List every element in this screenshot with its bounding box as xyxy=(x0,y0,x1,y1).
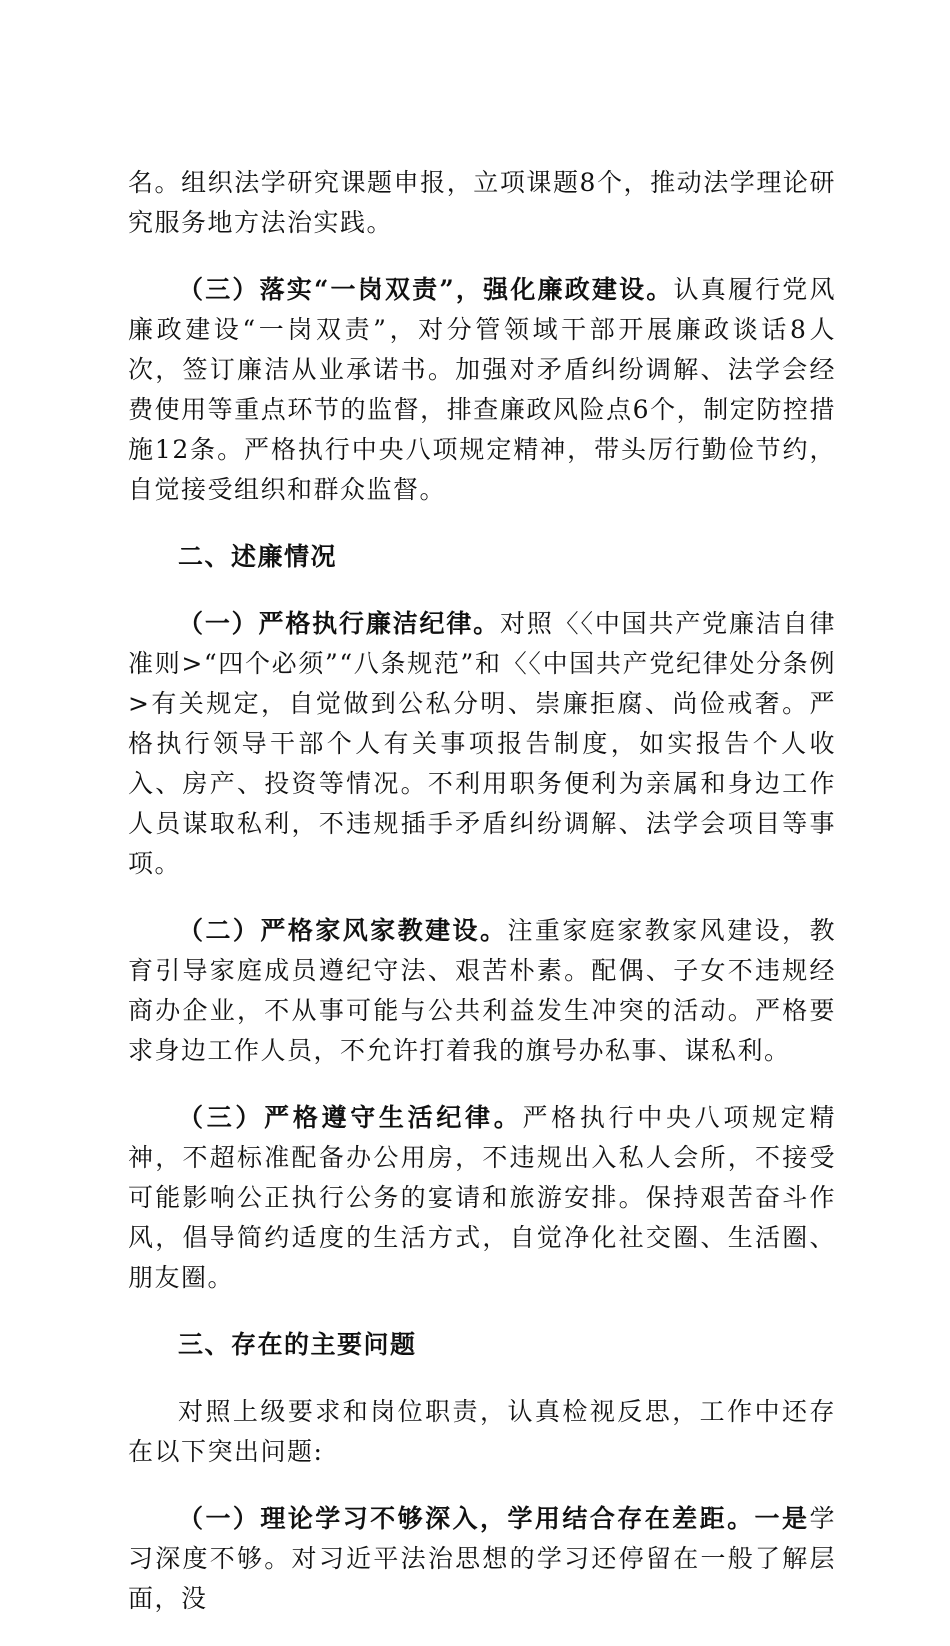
section-heading-2: 二、述廉情况 xyxy=(178,542,338,571)
paragraph-continuation xyxy=(128,163,836,243)
document-body xyxy=(128,163,836,1646)
paragraph-family-education-title: （二）严格家风家教建设。 xyxy=(178,916,508,945)
paragraph-theory-study xyxy=(128,1499,836,1619)
paragraph-theory-study-first: 一是 xyxy=(754,1504,810,1533)
section-heading-3: 三、存在的主要问题 xyxy=(178,1330,417,1359)
paragraph-lianzheng-construction xyxy=(128,270,836,510)
paragraph-clean-discipline-title: （一）严格执行廉洁纪律。 xyxy=(178,609,500,638)
paragraph-clean-discipline xyxy=(128,604,836,884)
paragraph-continuation-text: 名。组织法学研究课题申报，立项课题8个，推动法学理论研究服务地方法治实践。 xyxy=(128,168,836,237)
paragraph-life-discipline xyxy=(128,1098,836,1298)
paragraph-problems-intro xyxy=(128,1392,836,1472)
paragraph-lianzheng-text: 认真履行党风廉政建设“一岗双责”，对分管领域干部开展廉政谈话8人次，签订廉洁从业承诺书。加强对矛盾纠纷调解、法学会经费使用等重点环节的监督，排查廉政风险点6个，制定防控措施12条。严格执行中央八项规定精神，带头厉行勤俭节约，自觉接受组织和群众监督。 xyxy=(128,275,836,504)
paragraph-family-education xyxy=(128,911,836,1071)
paragraph-life-discipline-title: （三）严格遵守生活纪律。 xyxy=(178,1103,523,1132)
paragraph-lianzheng-title: （三）落实“一岗双责”，强化廉政建设。 xyxy=(178,275,674,304)
paragraph-theory-study-title: （一）理论学习不够深入，学用结合存在差距。 xyxy=(178,1504,755,1533)
paragraph-theory-study-text: 学习深度不够。对习近平法治思想的学习还停留在一般了解层面，没 xyxy=(128,1504,836,1613)
paragraph-clean-discipline-text: 对照〈〈中国共产党廉洁自律准则>“四个必须”“八条规范”和〈〈中国共产党纪律处分条例>有关规定，自觉做到公私分明、崇廉拒腐、尚俭戒奢。严格执行领导干部个人有关事项报告制度，如实报告个人收入、房产、投资等情况。不利用职务便利为亲属和身边工作人员谋取私利，不违规插手矛盾纠纷调解、法学会项目等事项。 xyxy=(128,609,836,878)
paragraph-life-discipline-text: 严格执行中央八项规定精神，不超标准配备办公用房，不违规出入私人会所，不接受可能影响公正执行公务的宴请和旅游安排。保持艰苦奋斗作风，倡导简约适度的生活方式，自觉净化社交圈、生活圈、朋友圈。 xyxy=(128,1103,836,1292)
paragraph-family-education-text: 注重家庭家教家风建设，教育引导家庭成员遵纪守法、艰苦朴素。配偶、子女不违规经商办企业，不从事可能与公共利益发生冲突的活动。严格要求身边工作人员，不允许打着我的旗号办私事、谋私利。 xyxy=(128,916,836,1065)
paragraph-problems-intro-text: 对照上级要求和岗位职责，认真检视反思，工作中还存在以下突出问题: xyxy=(128,1397,836,1466)
